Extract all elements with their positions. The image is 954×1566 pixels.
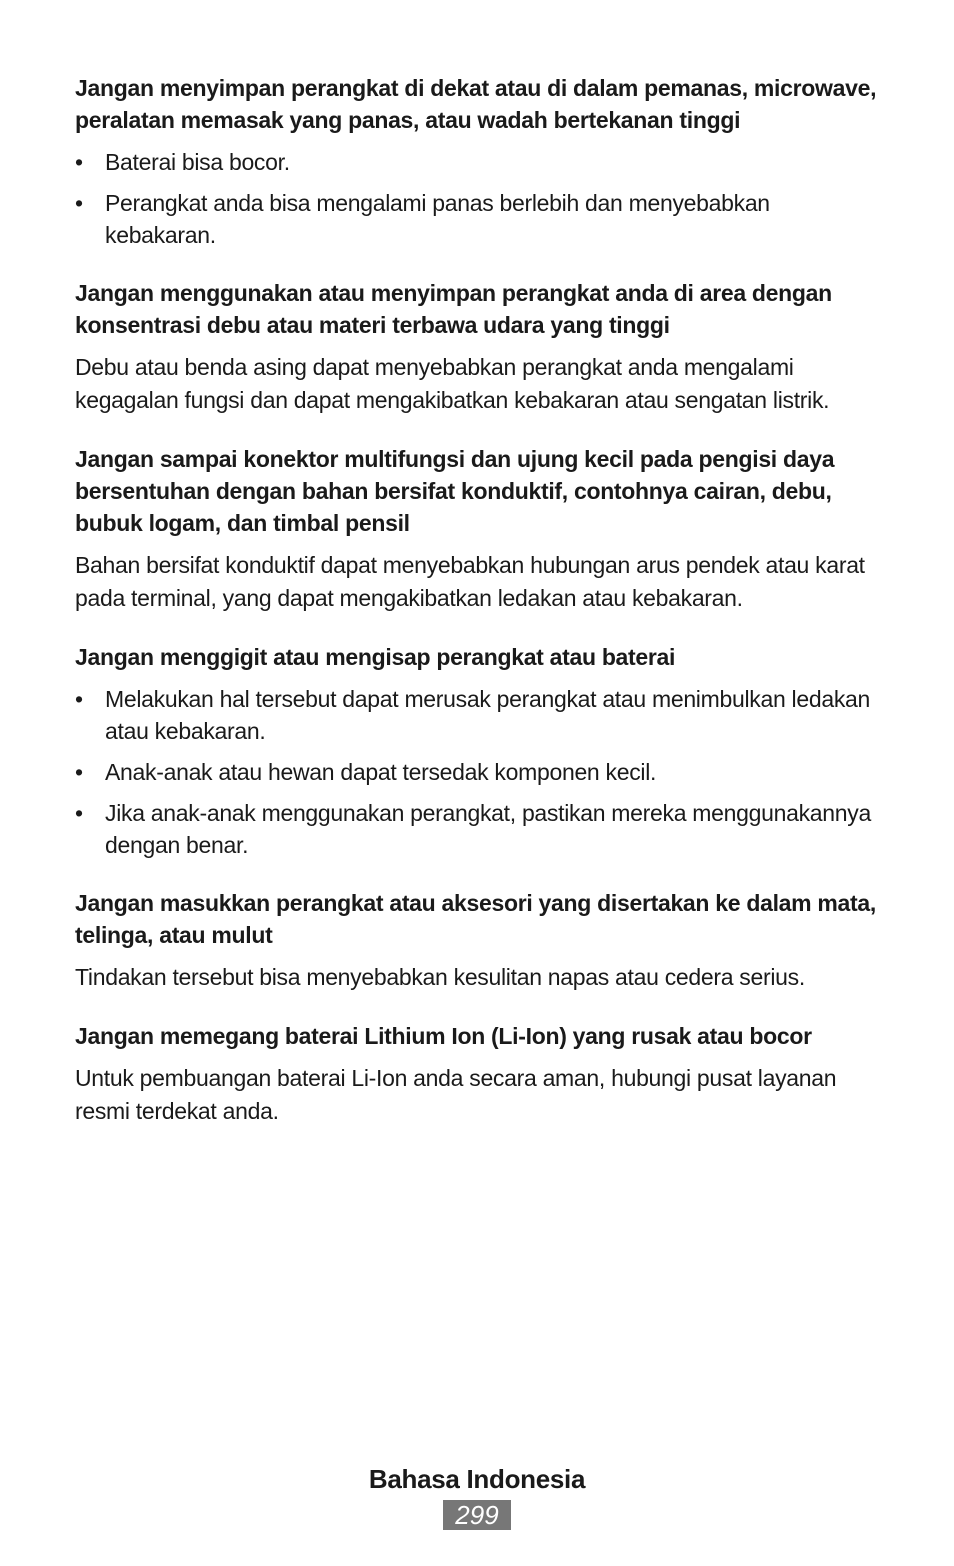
section-dust-warning: [75, 277, 885, 417]
bullet-text: Perangkat anda bisa mengalami panas berlebih dan menyebabkan kebakaran.: [105, 190, 770, 248]
bullet-marker: •: [75, 759, 83, 785]
footer-language: Bahasa Indonesia: [368, 1464, 586, 1494]
bullet-list: [75, 146, 885, 251]
section-paragraph: Bahan bersifat konduktif dapat menyebabkan hubungan arus pendek atau karat pada terminal, yang dapat mengakibatkan ledakan atau kebakaran.: [75, 552, 865, 611]
section-paragraph: Tindakan tersebut bisa menyebabkan kesulitan napas atau cedera serius.: [75, 964, 805, 990]
section-bite-warning: [75, 641, 885, 861]
section-connector-warning: [75, 443, 885, 615]
bullet-marker: •: [75, 190, 83, 216]
section-insert-warning: [75, 887, 885, 994]
bullet-list: [75, 683, 885, 861]
bullet-marker: •: [75, 800, 83, 826]
bullet-text: Anak-anak atau hewan dapat tersedak komponen kecil.: [105, 759, 657, 785]
section-battery-warning: [75, 1020, 885, 1128]
document-body: [75, 72, 885, 1154]
section-paragraph: Debu atau benda asing dapat menyebabkan perangkat anda mengalami kegagalan fungsi dan dapat mengakibatkan kebakaran atau sengatan listrik.: [75, 354, 830, 413]
page-number: 299: [443, 1500, 511, 1530]
section-heading: Jangan menggunakan atau menyimpan perangkat anda di area dengan konsentrasi debu atau materi terbawa udara yang tinggi: [75, 280, 832, 338]
bullet-marker: •: [75, 149, 83, 175]
bullet-item: [75, 756, 885, 788]
bullet-text: Melakukan hal tersebut dapat merusak perangkat atau menimbulkan ledakan atau kebakaran.: [105, 686, 871, 744]
bullet-item: [75, 187, 885, 251]
section-heading: Jangan menggigit atau mengisap perangkat atau baterai: [75, 644, 676, 670]
bullet-item: [75, 146, 885, 178]
bullet-item: [75, 683, 885, 747]
section-heading: Jangan masukkan perangkat atau aksesori yang disertakan ke dalam mata, telinga, atau mulut: [75, 890, 876, 948]
section-paragraph: Untuk pembuangan baterai Li-Ion anda secara aman, hubungi pusat layanan resmi terdekat anda.: [75, 1065, 837, 1124]
bullet-marker: •: [75, 686, 83, 712]
section-heading: Jangan menyimpan perangkat di dekat atau di dalam pemanas, microwave, peralatan memasak yang panas, atau wadah bertekanan tinggi: [75, 75, 877, 133]
bullet-text: Baterai bisa bocor.: [105, 149, 290, 175]
section-heading: Jangan memegang baterai Lithium Ion (Li-Ion) yang rusak atau bocor: [75, 1023, 812, 1049]
section-heading: Jangan sampai konektor multifungsi dan ujung kecil pada pengisi daya bersentuhan dengan bahan bersifat konduktif, contohnya cairan, debu, bubuk logam, dan timbal pensil: [75, 446, 835, 536]
bullet-item: [75, 797, 885, 861]
section-heater-warning: [75, 72, 885, 251]
bullet-text: Jika anak-anak menggunakan perangkat, pastikan mereka menggunakannya dengan benar.: [105, 800, 871, 858]
page-footer: [0, 1462, 954, 1530]
